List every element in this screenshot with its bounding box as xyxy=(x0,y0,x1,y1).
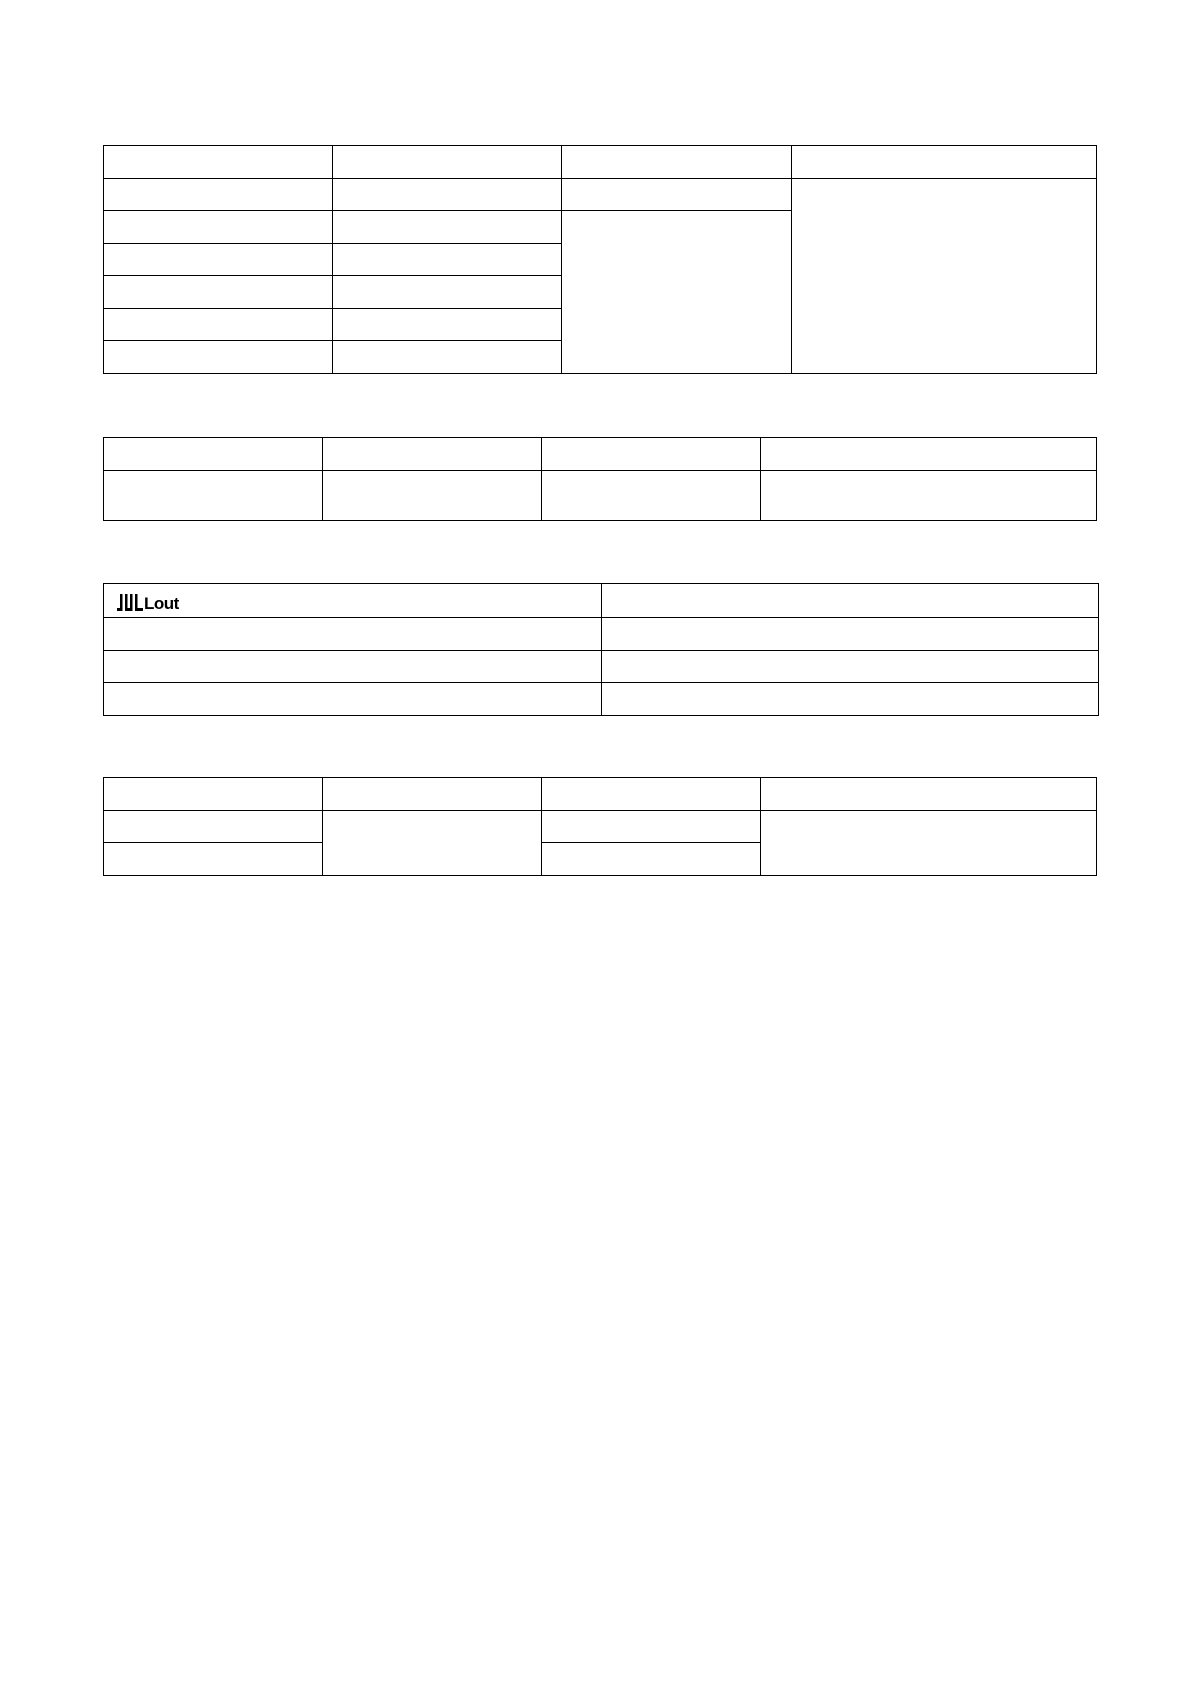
table-row xyxy=(104,471,1097,521)
table-3 xyxy=(103,583,1099,716)
table-row xyxy=(104,438,1097,471)
table-2 xyxy=(103,437,1097,521)
table-4 xyxy=(103,777,1097,876)
table-cell xyxy=(602,650,1099,683)
table-cell xyxy=(333,146,562,179)
table-row xyxy=(104,810,1097,843)
table-cell xyxy=(104,146,333,179)
table-cell xyxy=(323,471,542,521)
table-cell xyxy=(542,778,761,811)
table-cell xyxy=(761,438,1097,471)
table-cell xyxy=(602,584,1099,618)
table-row xyxy=(104,778,1097,811)
garbled-header-text: Lout xyxy=(144,594,179,613)
table-cell xyxy=(104,650,602,683)
table-cell xyxy=(333,178,562,211)
table-row xyxy=(104,683,1099,716)
table-cell xyxy=(792,146,1097,179)
table-cell xyxy=(542,471,761,521)
table-cell xyxy=(542,843,761,876)
garbled-header-label xyxy=(116,590,179,612)
table-cell xyxy=(323,438,542,471)
table-header-cell xyxy=(104,584,602,618)
table-cell xyxy=(562,146,792,179)
table-cell-merged xyxy=(562,211,792,374)
table-cell xyxy=(761,471,1097,521)
table-cell xyxy=(104,810,323,843)
table-cell xyxy=(542,810,761,843)
table-cell-merged xyxy=(792,178,1097,373)
table-cell xyxy=(333,276,562,309)
table-cell-merged xyxy=(323,810,542,875)
table-cell xyxy=(104,471,323,521)
table-cell xyxy=(104,438,323,471)
table-cell xyxy=(562,178,792,211)
table-cell xyxy=(104,276,333,309)
table-cell xyxy=(602,683,1099,716)
table-cell xyxy=(104,211,333,244)
table-cell xyxy=(542,438,761,471)
table-cell xyxy=(104,341,333,374)
table-cell xyxy=(104,843,323,876)
bars-glyph-icon xyxy=(116,592,144,612)
table-cell xyxy=(104,683,602,716)
table-cell xyxy=(602,618,1099,651)
table-row xyxy=(104,584,1099,618)
table-row xyxy=(104,650,1099,683)
table-row xyxy=(104,146,1097,179)
table-row xyxy=(104,178,1097,211)
table-cell xyxy=(104,243,333,276)
table-1 xyxy=(103,145,1097,374)
table-cell xyxy=(104,778,323,811)
table-row xyxy=(104,618,1099,651)
table-cell xyxy=(104,308,333,341)
table-cell xyxy=(104,178,333,211)
table-cell xyxy=(333,243,562,276)
table-cell xyxy=(333,308,562,341)
table-cell xyxy=(323,778,542,811)
table-cell-merged xyxy=(761,810,1097,875)
table-cell xyxy=(104,618,602,651)
table-cell xyxy=(761,778,1097,811)
table-cell xyxy=(333,341,562,374)
table-cell xyxy=(333,211,562,244)
